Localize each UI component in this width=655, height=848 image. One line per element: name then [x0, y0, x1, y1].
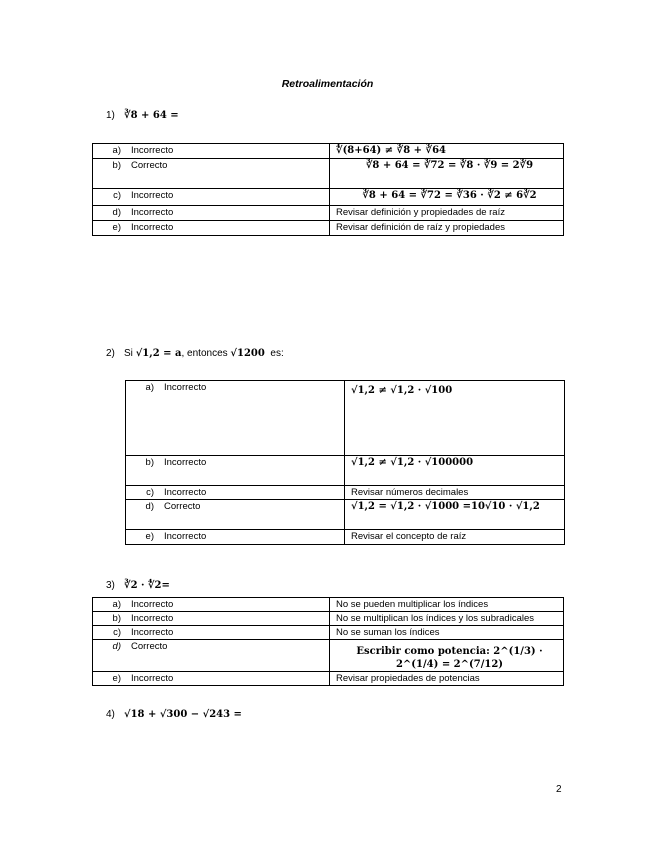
option-feedback: No se pueden multiplicar los índices	[330, 598, 564, 612]
option-feedback: Revisar números decimales	[345, 486, 565, 500]
option-letter: b)	[112, 613, 121, 624]
option-letter: c)	[146, 487, 154, 498]
question-prompt: √18 + √300 − √243 =	[124, 709, 242, 720]
page-number: 2	[556, 784, 562, 795]
question-suffix: es:	[270, 348, 284, 359]
option-letter: b)	[112, 160, 121, 171]
option-feedback: √1,2 ≠ √1,2 · √100	[345, 381, 565, 456]
option-status: Correcto	[131, 641, 168, 652]
question-given: √1,2 = a	[135, 348, 182, 359]
feedback-table-3	[92, 597, 564, 686]
option-letter: e)	[145, 531, 154, 542]
option-letter: c)	[113, 627, 121, 638]
question-1	[106, 110, 179, 121]
table-row	[93, 144, 564, 159]
option-feedback: √1,2 ≠ √1,2 · √100000	[345, 456, 565, 486]
option-letter: c)	[113, 190, 121, 201]
table-row	[126, 530, 565, 545]
feedback-table-1	[92, 143, 564, 236]
table-row	[93, 221, 564, 236]
question-3	[106, 580, 170, 591]
page-title: Retroalimentación	[281, 78, 374, 90]
option-status: Incorrecto	[164, 531, 207, 542]
option-feedback: Revisar definición y propiedades de raíz	[330, 206, 564, 221]
option-letter: e)	[112, 673, 121, 684]
question-number: 4)	[106, 709, 115, 720]
option-status: Incorrecto	[131, 613, 174, 624]
option-letter: a)	[112, 145, 121, 156]
option-letter: a)	[145, 382, 154, 393]
option-feedback: ∛8 + 64 = ∛72 = ∛8 · ∛9 = 2∛9	[330, 159, 564, 189]
table-row	[126, 500, 565, 530]
option-status: Correcto	[131, 160, 168, 171]
question-number: 3)	[106, 580, 115, 591]
option-letter: d)	[112, 641, 121, 652]
option-status: Incorrecto	[164, 382, 207, 393]
option-feedback: √1,2 = √1,2 · √1000 =10√10 · √1,2	[345, 500, 565, 530]
option-status: Incorrecto	[131, 627, 174, 638]
table-row	[93, 640, 564, 672]
option-status: Incorrecto	[131, 222, 174, 233]
question-number: 2)	[106, 348, 115, 359]
option-feedback: Revisar definición de raíz y propiedades	[330, 221, 564, 236]
option-feedback: Revisar propiedades de potencias	[330, 672, 564, 686]
option-status: Incorrecto	[131, 145, 174, 156]
question-prefix: Si	[124, 348, 133, 359]
question-prompt: ∛2 · ∜2=	[124, 580, 170, 591]
question-4	[106, 709, 242, 720]
option-feedback: ∛8 + 64 = ∛72 = ∛36 · ∛2 ≠ 6∛2	[330, 189, 564, 206]
table-row	[93, 598, 564, 612]
question-number: 1)	[106, 110, 115, 121]
option-letter: d)	[145, 501, 154, 512]
table-row	[93, 206, 564, 221]
option-status: Correcto	[164, 501, 201, 512]
option-feedback: Escribir como potencia: 2^(1/3) · 2^(1/4) = 2^(7/12)	[330, 640, 564, 672]
option-status: Incorrecto	[131, 207, 174, 218]
option-status: Incorrecto	[131, 599, 174, 610]
table-row	[93, 159, 564, 189]
option-status: Incorrecto	[131, 190, 174, 201]
table-row	[93, 626, 564, 640]
option-letter: a)	[112, 599, 121, 610]
option-status: Incorrecto	[164, 457, 207, 468]
option-feedback: No se suman los índices	[330, 626, 564, 640]
question-prompt: ∛8 + 64 =	[124, 110, 179, 121]
option-feedback: Revisar el concepto de raíz	[345, 530, 565, 545]
option-feedback: ∜(8+64) ≠ ∛8 + ∛64	[330, 144, 564, 159]
option-status: Incorrecto	[131, 673, 174, 684]
option-letter: e)	[112, 222, 121, 233]
table-row	[93, 612, 564, 626]
table-row	[93, 672, 564, 686]
question-then: , entonces	[181, 348, 228, 359]
option-letter: d)	[112, 207, 121, 218]
question-root: √1200	[230, 348, 265, 359]
table-row	[126, 456, 565, 486]
table-row	[126, 486, 565, 500]
table-row	[126, 381, 565, 456]
option-status: Incorrecto	[164, 487, 207, 498]
feedback-table-2	[125, 380, 565, 545]
table-row	[93, 189, 564, 206]
option-feedback: No se multiplican los índices y los subradicales	[330, 612, 564, 626]
option-letter: b)	[145, 457, 154, 468]
question-2	[106, 348, 284, 359]
